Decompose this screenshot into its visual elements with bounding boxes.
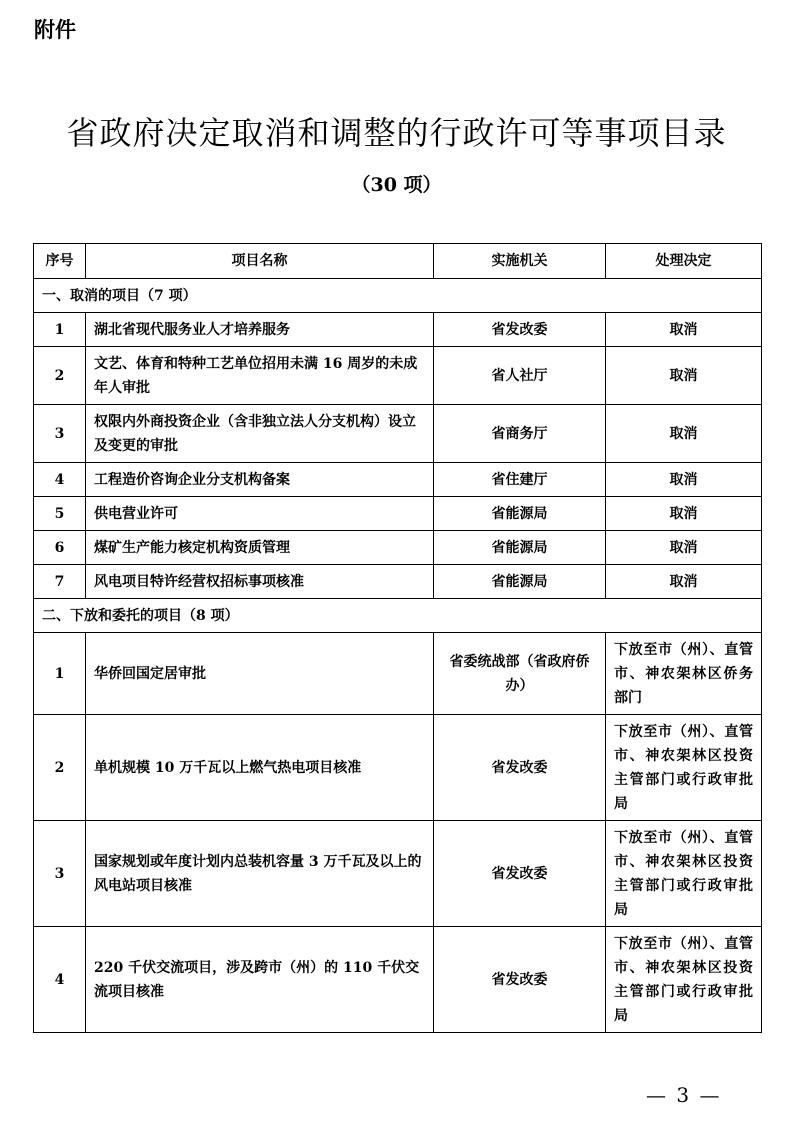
decision: 取消 <box>606 497 762 531</box>
implementing-org: 省商务厅 <box>434 405 606 463</box>
item-name: 供电营业许可 <box>86 497 434 531</box>
row-number: 4 <box>34 463 86 497</box>
table-row <box>34 463 762 497</box>
row-number: 5 <box>34 497 86 531</box>
table-row <box>34 565 762 599</box>
row-number: 1 <box>34 633 86 715</box>
item-name: 煤矿生产能力核定机构资质管理 <box>86 531 434 565</box>
table-row <box>34 405 762 463</box>
table-row <box>34 497 762 531</box>
item-name: 工程造价咨询企业分支机构备案 <box>86 463 434 497</box>
decision: 取消 <box>606 531 762 565</box>
table-row <box>34 927 762 1033</box>
row-number: 3 <box>34 405 86 463</box>
table-row <box>34 821 762 927</box>
decision: 取消 <box>606 347 762 405</box>
section-heading-cancelled <box>34 279 762 313</box>
section-heading-delegated <box>34 599 762 633</box>
item-name: 国家规划或年度计划内总装机容量 3 万千瓦及以上的风电站项目核准 <box>86 821 434 927</box>
row-number: 2 <box>34 347 86 405</box>
implementing-org: 省人社厅 <box>434 347 606 405</box>
item-name: 权限内外商投资企业（含非独立法人分支机构）设立及变更的审批 <box>86 405 434 463</box>
header-decision: 处理决定 <box>606 244 762 279</box>
attachment-label: 附件 <box>34 18 76 42</box>
document-subtitle: （30 项） <box>351 174 442 196</box>
row-number: 7 <box>34 565 86 599</box>
row-number: 4 <box>34 927 86 1033</box>
implementing-org: 省发改委 <box>434 927 606 1033</box>
table-row <box>34 313 762 347</box>
item-name: 风电项目特许经营权招标事项核准 <box>86 565 434 599</box>
table-header-row <box>34 244 762 279</box>
row-number: 6 <box>34 531 86 565</box>
row-number: 2 <box>34 715 86 821</box>
row-number: 1 <box>34 313 86 347</box>
decision: 下放至市（州）、直管市、神农架林区侨务部门 <box>606 633 762 715</box>
implementing-org: 省能源局 <box>434 531 606 565</box>
decision: 取消 <box>606 565 762 599</box>
decision: 下放至市（州）、直管市、神农架林区投资主管部门或行政审批局 <box>606 715 762 821</box>
implementing-org: 省能源局 <box>434 565 606 599</box>
implementing-org: 省住建厅 <box>434 463 606 497</box>
item-name: 220 千伏交流项目，涉及跨市（州）的 110 千伏交流项目核准 <box>86 927 434 1033</box>
page-number: — 3 — <box>646 1083 722 1107</box>
decision: 取消 <box>606 405 762 463</box>
section-title: 二、下放和委托的项目（8 项） <box>34 599 762 633</box>
header-name: 项目名称 <box>86 244 434 279</box>
table-row <box>34 715 762 821</box>
item-name: 文艺、体育和特种工艺单位招用未满 16 周岁的未成年人审批 <box>86 347 434 405</box>
table-row <box>34 531 762 565</box>
document-title: 省政府决定取消和调整的行政许可等事项目录 <box>66 114 727 152</box>
catalog-table <box>33 243 762 1033</box>
item-name: 单机规模 10 万千瓦以上燃气热电项目核准 <box>86 715 434 821</box>
table-row <box>34 633 762 715</box>
item-name: 湖北省现代服务业人才培养服务 <box>86 313 434 347</box>
item-name: 华侨回国定居审批 <box>86 633 434 715</box>
decision: 下放至市（州）、直管市、神农架林区投资主管部门或行政审批局 <box>606 927 762 1033</box>
implementing-org: 省委统战部（省政府侨办） <box>434 633 606 715</box>
decision: 下放至市（州）、直管市、神农架林区投资主管部门或行政审批局 <box>606 821 762 927</box>
header-no: 序号 <box>34 244 86 279</box>
header-org: 实施机关 <box>434 244 606 279</box>
implementing-org: 省发改委 <box>434 715 606 821</box>
implementing-org: 省发改委 <box>434 821 606 927</box>
implementing-org: 省发改委 <box>434 313 606 347</box>
section-title: 一、取消的项目（7 项） <box>34 279 762 313</box>
row-number: 3 <box>34 821 86 927</box>
implementing-org: 省能源局 <box>434 497 606 531</box>
decision: 取消 <box>606 463 762 497</box>
decision: 取消 <box>606 313 762 347</box>
table-row <box>34 347 762 405</box>
